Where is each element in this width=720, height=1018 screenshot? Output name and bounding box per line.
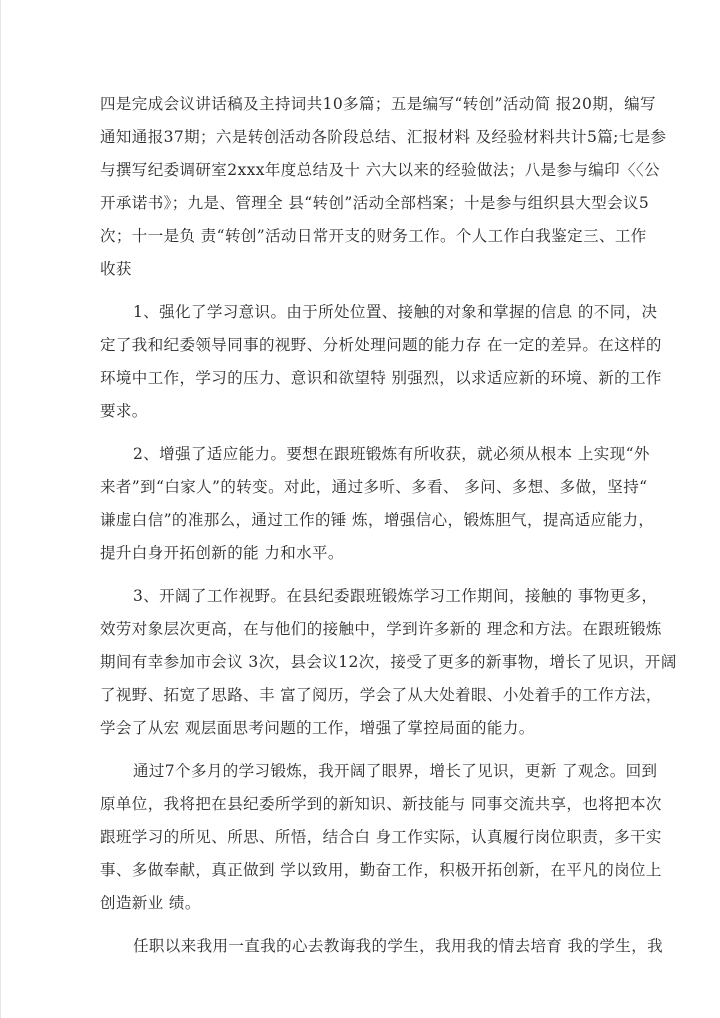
text-line: 了视野、拓宽了思路、丰 富了阅历，学会了从大处着眼、小处着手的工作方法，: [100, 686, 662, 704]
text-line: 要求。: [100, 402, 148, 420]
paragraph: [100, 930, 664, 963]
text-line: 2、增强了适应能力。要想在跟班锻炼有所收获，就必须从根本 上实现“外: [133, 445, 650, 463]
paragraph: [100, 438, 655, 570]
text-line: 四是完成会议讲话稿及主持词共10多篇；五是编写“转创”活动简 报20期，编写: [100, 95, 656, 113]
text-line: 次；十一是负 责“转创”活动日常开支的财务工作。个人工作白我鉴定三、工作: [100, 227, 647, 245]
text-line: 3、开阔了工作视野。在县纪委跟班锻炼学习工作期间，接触的 事物更多，: [133, 587, 658, 605]
text-line: 开承诺书》；九是、管理全 县“转创”活动全部档案；十是参与组织县大型会议5: [100, 194, 650, 212]
text-line: 来者”到“白家人”的转变。对此，通过多听、多看、 多问、多想、多做，坚持“: [100, 478, 648, 496]
text-line: 原单位，我将把在县纪委所学到的新知识、新技能与 同事交流共享，也将把本次: [100, 795, 662, 813]
text-line: 与撰写纪委调研室2xxx年度总结及十 六大以来的经验做法；八是参与编印〈〈公: [100, 161, 660, 179]
text-line: 通知通报37期；六是转创活动各阶段总结、汇报材料 及经验材料共计5篇;七是参: [100, 128, 667, 146]
paragraph: [100, 755, 662, 920]
paragraph-gap: [100, 920, 620, 930]
text-line: 谦虚白信”的准那么，通过工作的锤 炼，增强信心，锻炼胆气，提高适应能力，: [100, 511, 655, 529]
paragraph: [100, 296, 662, 428]
text-line: 提升白身开拓创新的能 力和水平。: [100, 544, 344, 562]
text-line: 定了我和纪委领导同事的视野、分析处理问题的能力存 在一定的差异。在这样的: [100, 336, 662, 354]
text-line: 学会了从宏 观层面思考问题的工作，增强了掌控局面的能力。: [100, 719, 535, 737]
text-line: 1、强化了学习意识。由于所处位置、接触的对象和掌握的信息 的不同，决: [133, 303, 658, 321]
text-line: 事、多做奉献，真正做到 学以致用，勤奋工作，积极开拓创新，在平凡的岗位上: [100, 861, 662, 879]
paragraph-gap: [100, 745, 620, 755]
text-line: 任职以来我用一直我的心去教诲我的学生，我用我的情去培育 我的学生，我: [133, 937, 664, 955]
text-line: 期间有幸参加市会议 3次，县会议12次，接受了更多的新事物，增长了见识，开阔: [100, 653, 677, 671]
paragraph-gap: [100, 570, 620, 580]
paragraph: [100, 580, 677, 745]
text-line: 跟班学习的所见、所思、所悟，结合白 身工作实际，认真履行岗位职责，多干实: [100, 828, 662, 846]
text-line: 收获: [100, 260, 132, 278]
paragraph: [100, 88, 667, 286]
text-line: 效劳对象层次更高，在与他们的接触中，学到许多新的 理念和方法。在跟班锻炼: [100, 620, 662, 638]
paragraph-gap: [100, 286, 620, 296]
text-line: 创造新业 绩。: [100, 894, 201, 912]
document-body: [100, 88, 677, 963]
text-line: 环境中工作，学习的压力、意识和欲望特 别强烈，以求适应新的环境、新的工作: [100, 369, 662, 387]
paragraph-gap: [100, 428, 620, 438]
text-line: 通过7个多月的学习锻炼，我开阔了眼界，增长了见识，更新 了观念。回到: [133, 762, 658, 780]
